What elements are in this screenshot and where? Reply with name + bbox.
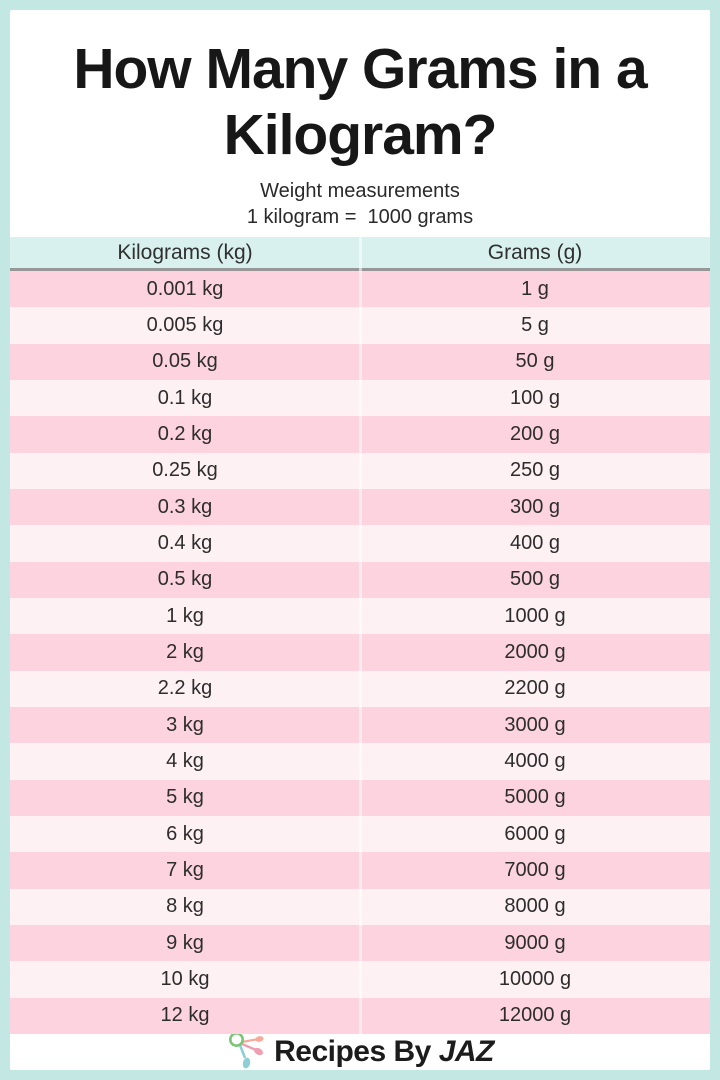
table-row — [10, 271, 710, 307]
kg-cell: 0.25 kg — [152, 459, 218, 482]
kg-cell: 4 kg — [166, 749, 204, 772]
kg-cell: 0.1 kg — [157, 386, 213, 409]
kg-cell: 0.4 kg — [157, 531, 213, 554]
header-grams: Grams (g) — [487, 240, 583, 264]
kg-cell: 3 kg — [166, 713, 204, 736]
kg-cell: 8 kg — [166, 895, 204, 918]
kg-cell: 0.005 kg — [146, 313, 224, 336]
kg-cell: 5 kg — [166, 786, 204, 809]
footer — [10, 1034, 710, 1070]
table-body — [10, 271, 710, 1034]
table-row — [10, 780, 710, 816]
table-row — [10, 489, 710, 525]
table-row — [10, 961, 710, 997]
table-row — [10, 671, 710, 707]
conversion-table — [10, 237, 710, 1034]
g-cell: 6000 g — [504, 822, 566, 845]
g-cell: 5 g — [521, 313, 549, 336]
table-header-row — [10, 237, 710, 271]
g-cell: 1 g — [521, 277, 549, 300]
measuring-spoons-icon — [226, 1031, 268, 1070]
brand-name-prefix: Recipes By — [274, 1034, 439, 1068]
table-row — [10, 380, 710, 416]
table-row — [10, 889, 710, 925]
g-cell: 3000 g — [504, 713, 566, 736]
header-kilograms: Kilograms (kg) — [117, 240, 253, 264]
g-cell: 400 g — [509, 531, 561, 554]
table-row — [10, 453, 710, 489]
g-cell: 10000 g — [498, 967, 572, 990]
g-cell: 9000 g — [504, 931, 566, 954]
g-cell: 5000 g — [504, 786, 566, 809]
table-row — [10, 925, 710, 961]
table-row — [10, 634, 710, 670]
table-row — [10, 307, 710, 343]
kg-cell: 9 kg — [166, 931, 204, 954]
kg-cell: 0.5 kg — [157, 568, 213, 591]
subtitle-weight-measurements: Weight measurements — [260, 180, 460, 202]
kg-cell: 12 kg — [160, 1004, 210, 1027]
g-cell: 1000 g — [504, 604, 566, 627]
page-title-line2: Kilogram? — [223, 103, 497, 167]
g-cell: 12000 g — [498, 1004, 572, 1027]
brand-name — [274, 1035, 494, 1069]
g-cell: 50 g — [515, 350, 555, 373]
kg-cell: 0.2 kg — [157, 422, 213, 445]
table-row — [10, 816, 710, 852]
table-row — [10, 344, 710, 380]
subtitle-conversion-rule: 1 kilogram = 1000 grams — [246, 206, 474, 228]
kg-cell: 2 kg — [166, 640, 204, 663]
kg-cell: 10 kg — [160, 967, 210, 990]
page-title-line1: How Many Grams in a — [73, 37, 647, 101]
table-row — [10, 707, 710, 743]
kg-cell: 0.3 kg — [157, 495, 213, 518]
page-title — [18, 36, 702, 168]
kg-cell: 1 kg — [166, 604, 204, 627]
g-cell: 500 g — [509, 568, 561, 591]
table-row — [10, 998, 710, 1034]
g-cell: 250 g — [509, 459, 561, 482]
table-row — [10, 598, 710, 634]
brand-name-suffix: JAZ — [438, 1034, 494, 1068]
table-row — [10, 852, 710, 888]
g-cell: 7000 g — [504, 858, 566, 881]
g-cell: 8000 g — [504, 895, 566, 918]
table-row — [10, 416, 710, 452]
kg-cell: 0.05 kg — [152, 350, 218, 373]
g-cell: 2200 g — [504, 677, 566, 700]
table-row — [10, 525, 710, 561]
kg-cell: 0.001 kg — [146, 277, 224, 300]
g-cell: 2000 g — [504, 640, 566, 663]
kg-cell: 7 kg — [166, 858, 204, 881]
table-row — [10, 743, 710, 779]
kg-cell: 6 kg — [166, 822, 204, 845]
table-row — [10, 562, 710, 598]
kg-cell: 2.2 kg — [157, 677, 213, 700]
g-cell: 300 g — [509, 495, 561, 518]
infographic-card — [10, 10, 710, 1070]
g-cell: 4000 g — [504, 749, 566, 772]
g-cell: 100 g — [509, 386, 561, 409]
g-cell: 200 g — [509, 422, 561, 445]
